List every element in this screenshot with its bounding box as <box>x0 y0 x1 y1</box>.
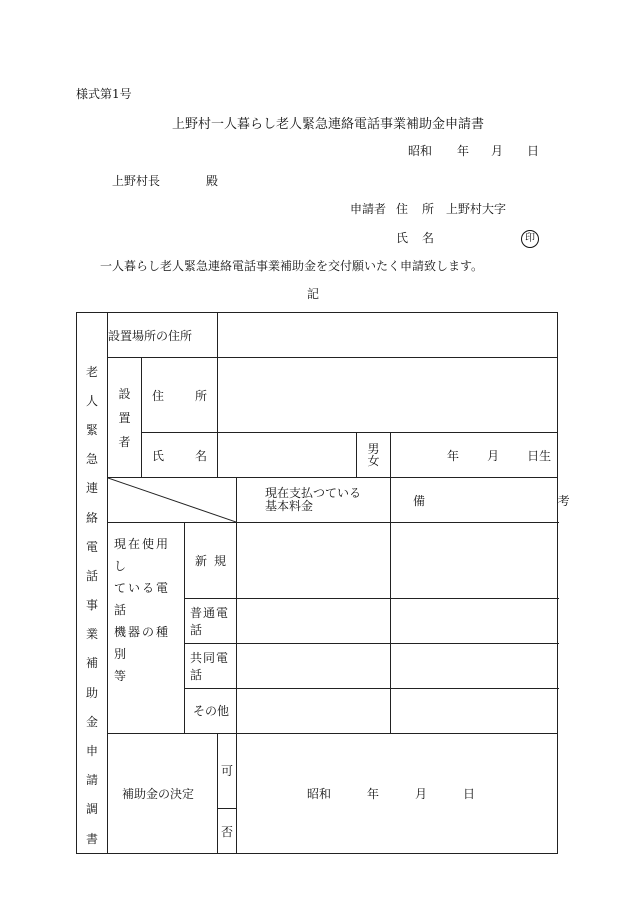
form-number: 様式第1号 <box>76 87 132 101</box>
type-other-label <box>185 688 237 733</box>
ki-mark: 記 <box>307 287 320 301</box>
side-title-char: 金 <box>85 714 98 729</box>
shared-fee-field[interactable] <box>237 643 391 688</box>
applicant-label: 申請者 <box>350 202 387 216</box>
installer-address-label: 住 所 <box>142 358 218 433</box>
side-title-char: 絡 <box>85 510 98 525</box>
installer-label-char: 者 <box>118 434 131 449</box>
side-title-char: 書 <box>85 831 98 846</box>
install-location-label: 設置場所の住所 <box>108 313 218 358</box>
decision-label: 補助金の決定 <box>108 733 218 853</box>
type-shared-label: 共同電話 <box>185 643 237 688</box>
date-day-label: 日 <box>527 144 540 158</box>
installer-address-field[interactable] <box>218 358 558 433</box>
side-title-char: 老 <box>85 364 98 379</box>
device-type-label: 現在使用し ている電話 機器の種別 等 <box>108 523 185 733</box>
new-fee-field[interactable] <box>237 523 391 598</box>
other-fee-field[interactable] <box>237 688 391 733</box>
birthdate-cell[interactable]: 年 月 日生 <box>391 433 558 478</box>
type-other-char: そ <box>193 704 206 719</box>
date-month-label: 月 <box>491 144 504 158</box>
side-title-char: 請 <box>85 773 98 788</box>
decision-date-cell[interactable]: 昭和 年 月 日 <box>237 733 558 853</box>
remarks-header-left: 備 <box>391 478 558 523</box>
address-label-2: 所 <box>422 202 435 216</box>
deny-cell[interactable]: 否 <box>218 809 237 854</box>
side-title-char: 電 <box>85 539 98 554</box>
date-year-label: 年 <box>457 144 470 158</box>
type-other-char: の <box>205 704 218 719</box>
type-other-char: 他 <box>217 704 230 719</box>
diagonal-header-cell <box>108 478 237 523</box>
side-title-char: 調 <box>85 802 98 817</box>
type-ordinary-label: 普通電話 <box>185 598 237 643</box>
other-remarks-field[interactable] <box>391 688 558 733</box>
application-form-table: 老 人 緊 急 連 絡 電 話 事 業 補 助 金 申 請 調 書 設置場所の住所 設 置 者 住 所 氏 名 男 女 年 月 日生 現在支払つている 基本料金 備 考 現在使用し ている電話 機器の種別 等 新 規 普通電話 共同電話 そ の 他 補助金の決定 可 昭和 年 月 日 否 <box>76 312 558 854</box>
side-title-char: 連 <box>85 481 98 496</box>
shared-remarks-field[interactable] <box>391 643 558 688</box>
installer-label-char: 設 <box>118 386 131 401</box>
installer-name-field[interactable] <box>218 433 357 478</box>
installer-name-label: 氏 名 <box>142 433 218 478</box>
addressee: 上野村長 <box>112 174 161 188</box>
installer-label-cell <box>108 358 142 478</box>
side-title-char: 事 <box>85 598 98 613</box>
side-title-cell <box>77 313 108 854</box>
side-title-char: 急 <box>85 452 98 467</box>
address-value: 上野村大字 <box>446 202 507 216</box>
installer-label-char: 置 <box>118 410 131 425</box>
side-title-char: 人 <box>85 393 98 408</box>
new-remarks-field[interactable] <box>391 523 558 598</box>
side-title-char: 助 <box>85 685 98 700</box>
sex-cell[interactable]: 男 女 <box>357 433 391 478</box>
current-fee-header: 現在支払つている 基本料金 <box>237 478 391 523</box>
side-title <box>77 357 107 853</box>
side-title-char: 業 <box>85 627 98 642</box>
type-new-char: 新 <box>195 554 208 569</box>
side-title-char: 申 <box>85 744 98 759</box>
addressee-suffix: 殿 <box>206 174 219 188</box>
name-label-2: 名 <box>422 231 435 245</box>
address-label-1: 住 <box>396 202 409 216</box>
seal-icon: 印 <box>521 230 539 248</box>
installer-label <box>108 382 141 454</box>
side-title-char: 話 <box>85 568 98 583</box>
body-text: 一人暮らし老人緊急連絡電話事業補助金を交付願いたく申請致します。 <box>100 259 484 273</box>
type-new-char: 規 <box>214 554 227 569</box>
date-era: 昭和 <box>408 144 433 158</box>
install-location-field[interactable] <box>218 313 558 358</box>
document-title: 上野村一人暮らし老人緊急連絡電話事業補助金申請書 <box>172 117 485 132</box>
side-title-char: 補 <box>85 656 98 671</box>
approve-cell[interactable]: 可 <box>218 733 237 808</box>
side-title-char: 緊 <box>85 422 98 437</box>
ordinary-fee-field[interactable] <box>237 598 391 643</box>
ordinary-remarks-field[interactable] <box>391 598 558 643</box>
type-new-label <box>185 523 237 598</box>
name-label-1: 氏 <box>396 231 409 245</box>
